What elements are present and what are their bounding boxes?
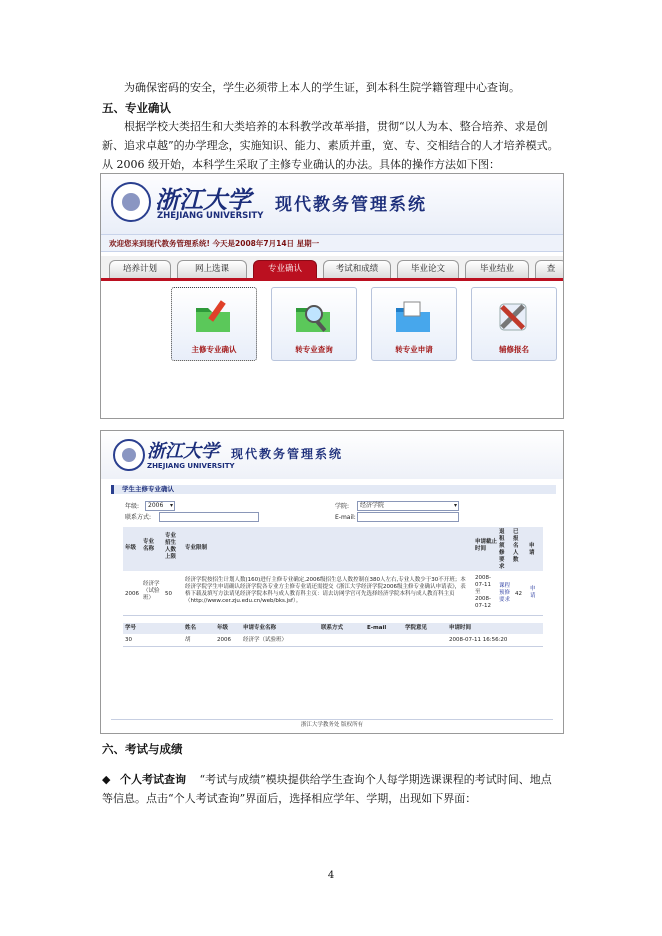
th-major-name: 专业名称	[143, 539, 155, 552]
bullet-body: “考试与成绩”模块提供给学生查询个人每学期选课课程的考试时间、地点等信息。点击“个人考试查询”界面后，选择相应学年、学期，出现如下界面：	[102, 773, 552, 805]
university-seal-icon	[111, 182, 151, 222]
td-apply-time: 2008-07-11 16:56:20	[449, 637, 508, 643]
th-enroll-limit: 专业招生人数上限	[165, 533, 177, 560]
tools-icon	[492, 296, 534, 338]
tab-exams-grades[interactable]: 考试和成绩	[323, 260, 391, 278]
th-enrolled: 已报名人数	[513, 529, 519, 563]
th-requirement: 退租须修要求	[499, 529, 505, 570]
welcome-bar	[101, 234, 563, 252]
folder-magnifier-icon	[292, 296, 334, 338]
intro-paragraph: 为确保密码的安全，学生必须带上本人的学生证，到本科生院学籍管理中心查询。	[124, 81, 520, 94]
folder-pen-icon	[192, 296, 234, 338]
university-seal-icon	[113, 439, 145, 471]
system-header	[101, 174, 563, 234]
contact-input[interactable]	[159, 512, 259, 522]
tab-major-confirmation[interactable]: 专业确认	[253, 260, 317, 278]
th-applied-major: 申请专业名称	[243, 625, 277, 631]
email-label: E-mail:	[335, 514, 356, 521]
tab-graduation[interactable]: 毕业结业	[465, 260, 529, 278]
grade-value: 2006	[148, 502, 164, 509]
tile-transfer-apply[interactable]	[371, 287, 457, 361]
brand-cn: 浙江大学	[147, 441, 219, 462]
th-contact: 联系方式	[321, 625, 344, 631]
section6-heading: 六、考试与成绩	[102, 742, 183, 756]
screenshot-major-confirmation-menu	[100, 173, 564, 419]
td-major: 经济学（试验班）	[143, 581, 160, 601]
college-value: 经济学院	[360, 502, 385, 509]
grade-label: 年级:	[125, 503, 140, 510]
tab-training-plan[interactable]: 培养计划	[109, 260, 171, 278]
function-area	[101, 281, 563, 418]
bullet-icon: ◆	[102, 773, 111, 786]
tile-transfer-query[interactable]	[271, 287, 357, 361]
copyright-footer: 浙江大学教务处 版权所有	[111, 719, 553, 730]
chevron-down-icon: ▾	[169, 502, 173, 509]
divider	[123, 615, 543, 616]
college-label: 学院:	[335, 503, 350, 510]
section-bar	[111, 485, 556, 494]
th-grade: 年级	[125, 545, 137, 551]
chevron-down-icon: ▾	[453, 502, 457, 509]
system-name: 现代教务管理系统	[275, 195, 427, 215]
td-grade: 2006	[217, 637, 231, 643]
page-number: 4	[327, 870, 335, 881]
tab-online-course-selection[interactable]: 网上选课	[177, 260, 247, 278]
divider	[123, 646, 543, 647]
main-nav	[101, 256, 563, 281]
td-restriction: 经济学院按招生计划人数(160)进行主修专业确定,2006级招生总人数控制在380人左右,专业人数少于30不开班；本经济学院学生申请确认经济学院各专业方主修专业请还需提交《浙江大学经济学院2006级主修专业确认申请表》，表格下载及填写方法请见经济学院本科与成人教育科主页：请去访网学官可先选择经济学院本科与成人教育科主页（http://www.cer.zju.edu.cn/web/bks.jsf）。	[185, 577, 466, 604]
tile-label: 主修专业确认	[191, 345, 237, 354]
th-restriction: 专业限制	[185, 545, 208, 551]
th-deadline: 申请截止时间	[475, 539, 498, 552]
tile-label: 转专业申请	[395, 345, 433, 354]
th-student-id: 学号	[125, 625, 137, 631]
th-grade: 年级	[217, 625, 229, 631]
section-title: 学生主修专业确认	[122, 485, 174, 493]
grade-select[interactable]	[145, 501, 175, 511]
folder-apply-icon	[392, 296, 434, 338]
email-input[interactable]	[357, 512, 459, 522]
screenshot-major-confirmation-form	[100, 430, 564, 734]
tile-minor-signup[interactable]	[471, 287, 557, 361]
td-student-id: 30	[125, 637, 132, 643]
welcome-text: 欢迎您来到现代教务管理系统! 今天是2008年7月14日 星期一	[109, 239, 320, 248]
college-select[interactable]	[357, 501, 459, 511]
td-applied-major: 经济学（试验班）	[243, 637, 288, 643]
th-apply: 申请	[529, 543, 535, 556]
brand-en: ZHEJIANG UNIVERSITY	[157, 211, 264, 221]
th-name: 姓名	[185, 625, 197, 631]
section5-body: 根据学校大类招生和大类培养的本科教学改革举措，贯彻“以人为本、整合培养、求是创新、追求卓越”的办学理念，实施知识、能力、素质并重，宽、专、交相结合的人才培养模式。从 2006 级开始，本科学生采取了主修专业确认的办法。具体的操作方法如下图：	[102, 120, 559, 171]
th-apply-time: 申请时间	[449, 625, 472, 631]
tile-label: 辅修报名	[499, 345, 529, 354]
exam-query-paragraph	[102, 770, 562, 808]
bullet-title: 个人考试查询	[119, 773, 186, 786]
th-college-opinion: 学院意见	[405, 625, 428, 631]
td-name: 胡	[185, 637, 191, 643]
tile-major-confirm[interactable]	[171, 287, 257, 361]
contact-label: 联系方式:	[125, 514, 152, 521]
td-limit: 50	[165, 591, 172, 597]
section5-heading: 五、专业确认	[102, 101, 171, 115]
tile-label: 转专业查询	[295, 345, 333, 354]
td-requirement-link[interactable]: 课程预修要求	[499, 583, 511, 603]
system-header	[101, 431, 563, 479]
th-email: E-mail	[367, 625, 387, 631]
system-name: 现代教务管理系统	[231, 447, 344, 461]
brand-en: ZHEJIANG UNIVERSITY	[147, 462, 235, 470]
tab-thesis[interactable]: 毕业论文	[397, 260, 459, 278]
brand-cn: 浙江大学	[155, 185, 251, 214]
td-grade: 2006	[125, 591, 139, 597]
apply-link[interactable]: 申请	[530, 586, 536, 599]
td-enrolled: 42	[515, 591, 522, 597]
tab-query[interactable]: 查	[535, 260, 564, 278]
td-deadline: 2008-07-11 至 2008-07-12	[475, 575, 491, 609]
